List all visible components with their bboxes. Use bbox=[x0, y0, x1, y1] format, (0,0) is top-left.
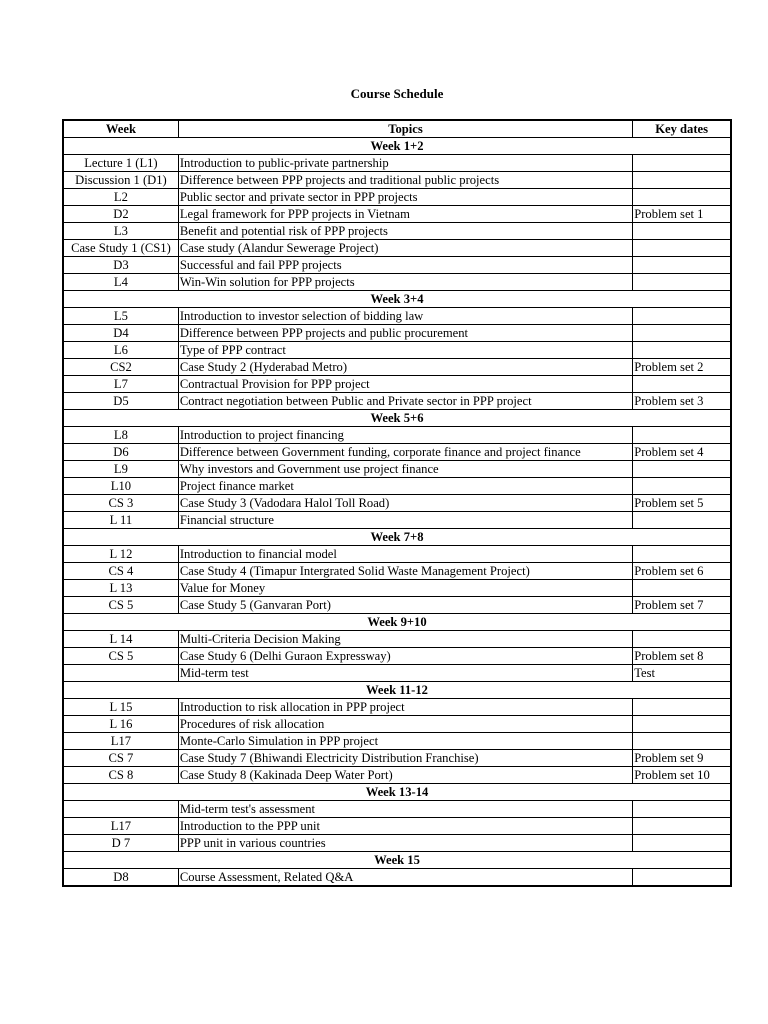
session-code-cell: L 11 bbox=[63, 512, 178, 529]
key-date-cell: Problem set 3 bbox=[633, 393, 731, 410]
topic-cell: Mid-term test bbox=[178, 665, 632, 682]
week-section-row bbox=[63, 410, 731, 427]
table-row bbox=[63, 172, 731, 189]
topic-cell: Introduction to the PPP unit bbox=[178, 818, 632, 835]
table-row bbox=[63, 359, 731, 376]
table-row bbox=[63, 206, 731, 223]
session-code-cell: CS 7 bbox=[63, 750, 178, 767]
session-code-cell bbox=[63, 801, 178, 818]
table-row bbox=[63, 274, 731, 291]
table-row bbox=[63, 546, 731, 563]
key-date-cell bbox=[633, 801, 731, 818]
table-row bbox=[63, 750, 731, 767]
key-date-cell bbox=[633, 869, 731, 887]
table-row bbox=[63, 801, 731, 818]
session-code-cell: L17 bbox=[63, 733, 178, 750]
session-code-cell bbox=[63, 665, 178, 682]
week-section-row bbox=[63, 852, 731, 869]
topic-cell: Type of PPP contract bbox=[178, 342, 632, 359]
table-row bbox=[63, 342, 731, 359]
key-date-cell bbox=[633, 257, 731, 274]
table-row bbox=[63, 597, 731, 614]
table-row bbox=[63, 869, 731, 887]
table-row bbox=[63, 257, 731, 274]
topic-cell: Difference between PPP projects and public procurement bbox=[178, 325, 632, 342]
topic-cell: Case study (Alandur Sewerage Project) bbox=[178, 240, 632, 257]
table-row bbox=[63, 512, 731, 529]
session-code-cell: CS 5 bbox=[63, 648, 178, 665]
key-date-cell bbox=[633, 478, 731, 495]
topic-cell: Contract negotiation between Public and Private sector in PPP project bbox=[178, 393, 632, 410]
topic-cell: Introduction to risk allocation in PPP project bbox=[178, 699, 632, 716]
topic-cell: Case Study 6 (Delhi Guraon Expressway) bbox=[178, 648, 632, 665]
key-dates-column-header: Key dates bbox=[633, 120, 731, 138]
table-header-row bbox=[63, 120, 731, 138]
table-row bbox=[63, 495, 731, 512]
key-date-cell bbox=[633, 546, 731, 563]
session-code-cell: L 14 bbox=[63, 631, 178, 648]
session-code-cell: Case Study 1 (CS1) bbox=[63, 240, 178, 257]
key-date-cell bbox=[633, 274, 731, 291]
session-code-cell: D2 bbox=[63, 206, 178, 223]
topic-cell: Public sector and private sector in PPP projects bbox=[178, 189, 632, 206]
topic-cell: Difference between PPP projects and traditional public projects bbox=[178, 172, 632, 189]
key-date-cell: Problem set 1 bbox=[633, 206, 731, 223]
key-date-cell: Problem set 7 bbox=[633, 597, 731, 614]
topic-cell: Project finance market bbox=[178, 478, 632, 495]
session-code-cell: L3 bbox=[63, 223, 178, 240]
week-section-row bbox=[63, 614, 731, 631]
topic-cell: Mid-term test's assessment bbox=[178, 801, 632, 818]
session-code-cell: CS 5 bbox=[63, 597, 178, 614]
session-code-cell: L2 bbox=[63, 189, 178, 206]
table-row bbox=[63, 325, 731, 342]
table-row bbox=[63, 240, 731, 257]
table-row bbox=[63, 648, 731, 665]
key-date-cell bbox=[633, 172, 731, 189]
session-code-cell: L 12 bbox=[63, 546, 178, 563]
key-date-cell bbox=[633, 512, 731, 529]
topic-cell: Monte-Carlo Simulation in PPP project bbox=[178, 733, 632, 750]
table-row bbox=[63, 223, 731, 240]
topic-cell: Legal framework for PPP projects in Vietnam bbox=[178, 206, 632, 223]
key-date-cell bbox=[633, 376, 731, 393]
topic-cell: Case Study 2 (Hyderabad Metro) bbox=[178, 359, 632, 376]
session-code-cell: Lecture 1 (L1) bbox=[63, 155, 178, 172]
key-date-cell bbox=[633, 835, 731, 852]
week-section-label: Week 11-12 bbox=[63, 682, 731, 699]
table-row bbox=[63, 393, 731, 410]
session-code-cell: CS 8 bbox=[63, 767, 178, 784]
topic-cell: Case Study 4 (Timapur Intergrated Solid Waste Management Project) bbox=[178, 563, 632, 580]
key-date-cell bbox=[633, 342, 731, 359]
session-code-cell: D6 bbox=[63, 444, 178, 461]
session-code-cell: L17 bbox=[63, 818, 178, 835]
topic-cell: Win-Win solution for PPP projects bbox=[178, 274, 632, 291]
session-code-cell: L5 bbox=[63, 308, 178, 325]
table-row bbox=[63, 189, 731, 206]
table-row bbox=[63, 444, 731, 461]
session-code-cell: CS 3 bbox=[63, 495, 178, 512]
session-code-cell: L 13 bbox=[63, 580, 178, 597]
session-code-cell: D8 bbox=[63, 869, 178, 887]
week-section-label: Week 9+10 bbox=[63, 614, 731, 631]
week-column-header: Week bbox=[63, 120, 178, 138]
week-section-row bbox=[63, 291, 731, 308]
topic-cell: Contractual Provision for PPP project bbox=[178, 376, 632, 393]
session-code-cell: L4 bbox=[63, 274, 178, 291]
key-date-cell: Problem set 8 bbox=[633, 648, 731, 665]
topic-cell: Why investors and Government use project finance bbox=[178, 461, 632, 478]
table-row bbox=[63, 376, 731, 393]
week-section-row bbox=[63, 138, 731, 155]
key-date-cell: Problem set 6 bbox=[633, 563, 731, 580]
topic-cell: Case Study 3 (Vadodara Halol Toll Road) bbox=[178, 495, 632, 512]
week-section-row bbox=[63, 529, 731, 546]
session-code-cell: L10 bbox=[63, 478, 178, 495]
table-row bbox=[63, 427, 731, 444]
key-date-cell: Problem set 4 bbox=[633, 444, 731, 461]
topic-cell: Case Study 8 (Kakinada Deep Water Port) bbox=[178, 767, 632, 784]
table-row bbox=[63, 580, 731, 597]
table-row bbox=[63, 835, 731, 852]
week-section-label: Week 15 bbox=[63, 852, 731, 869]
topic-cell: Benefit and potential risk of PPP projects bbox=[178, 223, 632, 240]
week-section-label: Week 13-14 bbox=[63, 784, 731, 801]
key-date-cell: Problem set 2 bbox=[633, 359, 731, 376]
key-date-cell bbox=[633, 818, 731, 835]
topic-cell: Financial structure bbox=[178, 512, 632, 529]
key-date-cell: Problem set 5 bbox=[633, 495, 731, 512]
table-row bbox=[63, 631, 731, 648]
session-code-cell: L6 bbox=[63, 342, 178, 359]
topic-cell: Introduction to investor selection of bidding law bbox=[178, 308, 632, 325]
table-row bbox=[63, 699, 731, 716]
key-date-cell bbox=[633, 223, 731, 240]
table-row bbox=[63, 818, 731, 835]
week-section-label: Week 3+4 bbox=[63, 291, 731, 308]
topic-cell: Difference between Government funding, corporate finance and project finance bbox=[178, 444, 632, 461]
session-code-cell: L 15 bbox=[63, 699, 178, 716]
session-code-cell: D4 bbox=[63, 325, 178, 342]
table-row bbox=[63, 461, 731, 478]
key-date-cell bbox=[633, 325, 731, 342]
week-section-row bbox=[63, 682, 731, 699]
session-code-cell: Discussion 1 (D1) bbox=[63, 172, 178, 189]
table-row bbox=[63, 716, 731, 733]
topic-cell: Multi-Criteria Decision Making bbox=[178, 631, 632, 648]
key-date-cell: Problem set 10 bbox=[633, 767, 731, 784]
key-date-cell bbox=[633, 240, 731, 257]
topic-cell: Introduction to project financing bbox=[178, 427, 632, 444]
topic-cell: Introduction to public-private partnership bbox=[178, 155, 632, 172]
topic-cell: Introduction to financial model bbox=[178, 546, 632, 563]
key-date-cell bbox=[633, 461, 731, 478]
key-date-cell: Test bbox=[633, 665, 731, 682]
table-row bbox=[63, 478, 731, 495]
session-code-cell: CS2 bbox=[63, 359, 178, 376]
schedule-table bbox=[62, 119, 732, 887]
week-section-label: Week 7+8 bbox=[63, 529, 731, 546]
topic-cell: Course Assessment, Related Q&A bbox=[178, 869, 632, 887]
table-row bbox=[63, 767, 731, 784]
session-code-cell: L9 bbox=[63, 461, 178, 478]
key-date-cell bbox=[633, 155, 731, 172]
session-code-cell: L8 bbox=[63, 427, 178, 444]
key-date-cell bbox=[633, 189, 731, 206]
topic-cell: Procedures of risk allocation bbox=[178, 716, 632, 733]
key-date-cell bbox=[633, 427, 731, 444]
week-section-row bbox=[63, 784, 731, 801]
topics-column-header: Topics bbox=[178, 120, 632, 138]
table-row bbox=[63, 308, 731, 325]
table-row bbox=[63, 733, 731, 750]
key-date-cell bbox=[633, 716, 731, 733]
session-code-cell: D 7 bbox=[63, 835, 178, 852]
week-section-label: Week 1+2 bbox=[63, 138, 731, 155]
topic-cell: Case Study 5 (Ganvaran Port) bbox=[178, 597, 632, 614]
topic-cell: Successful and fail PPP projects bbox=[178, 257, 632, 274]
key-date-cell bbox=[633, 308, 731, 325]
topic-cell: PPP unit in various countries bbox=[178, 835, 632, 852]
page-title: Course Schedule bbox=[350, 86, 444, 101]
topic-cell: Case Study 7 (Bhiwandi Electricity Distribution Franchise) bbox=[178, 750, 632, 767]
key-date-cell bbox=[633, 580, 731, 597]
table-row bbox=[63, 563, 731, 580]
session-code-cell: L 16 bbox=[63, 716, 178, 733]
table-row bbox=[63, 665, 731, 682]
key-date-cell bbox=[633, 631, 731, 648]
key-date-cell: Problem set 9 bbox=[633, 750, 731, 767]
session-code-cell: L7 bbox=[63, 376, 178, 393]
key-date-cell bbox=[633, 733, 731, 750]
session-code-cell: CS 4 bbox=[63, 563, 178, 580]
key-date-cell bbox=[633, 699, 731, 716]
schedule-body bbox=[63, 138, 731, 887]
topic-cell: Value for Money bbox=[178, 580, 632, 597]
session-code-cell: D3 bbox=[63, 257, 178, 274]
session-code-cell: D5 bbox=[63, 393, 178, 410]
week-section-label: Week 5+6 bbox=[63, 410, 731, 427]
table-row bbox=[63, 155, 731, 172]
